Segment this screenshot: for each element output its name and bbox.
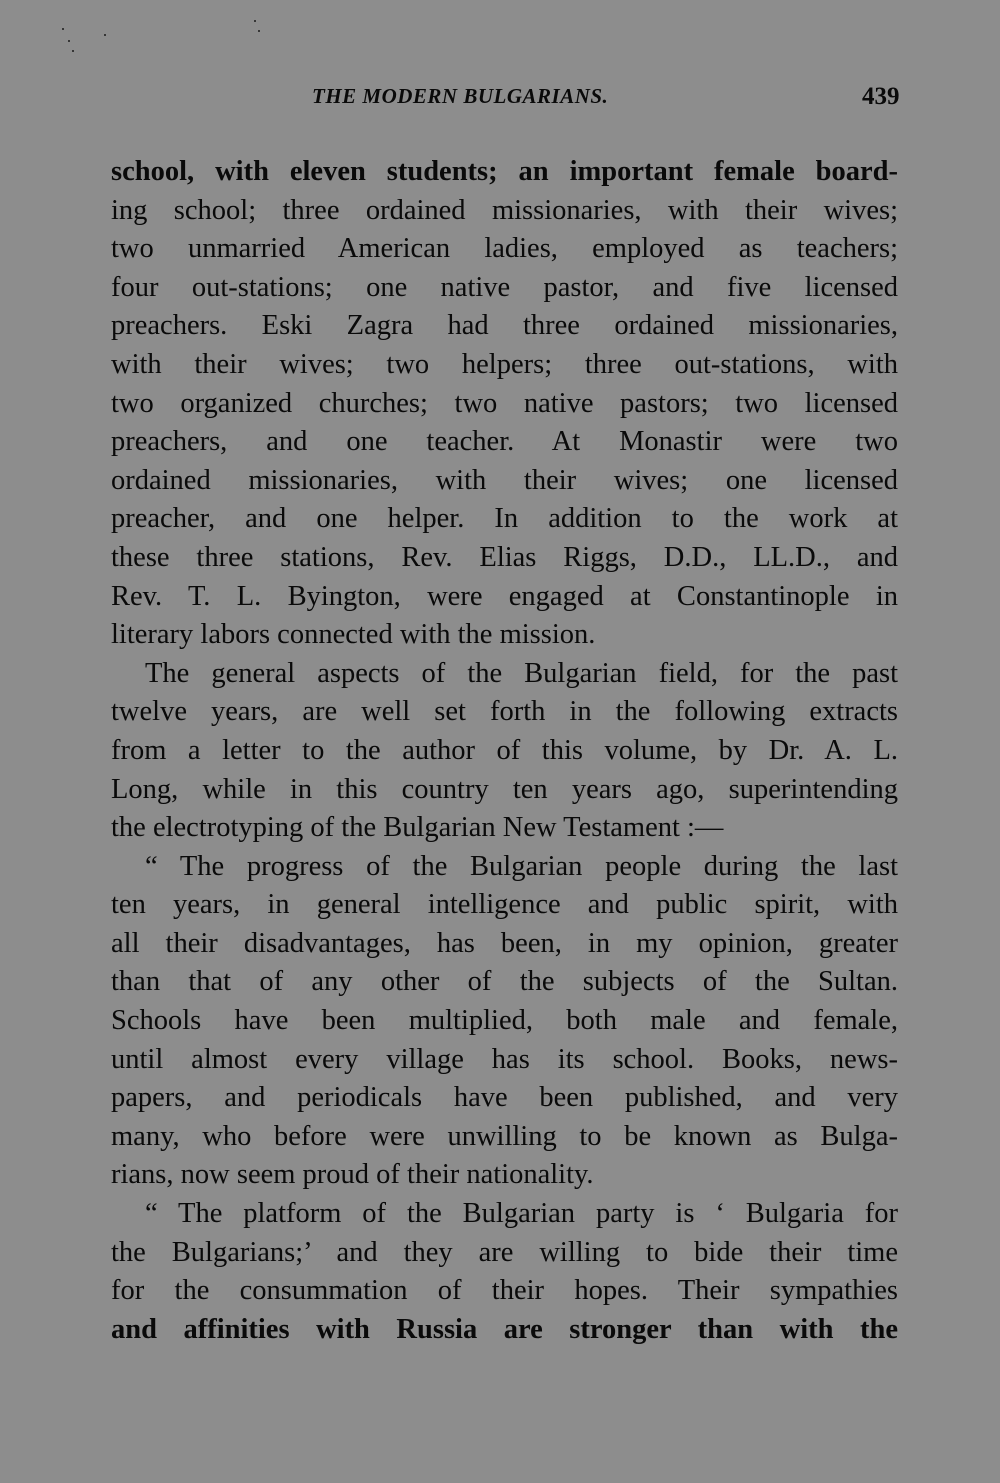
scan-specks xyxy=(58,18,268,58)
text-line: from a letter to the author of this volume, by Dr. A. L. xyxy=(111,734,898,766)
text-line: all their disadvantages, has been, in my opinion, greater xyxy=(111,927,898,959)
text-line: ing school; three ordained missionaries, with their wives; xyxy=(111,194,898,226)
paragraph-first-line: “ The platform of the Bulgarian party is ‘ Bulgaria for xyxy=(145,1198,898,1230)
paragraph-first-line: “ The progress of the Bulgarian people during the last xyxy=(145,850,898,882)
body-text xyxy=(111,153,898,1349)
text-line: papers, and periodicals have been published, and very xyxy=(111,1082,898,1114)
text-line: two unmarried American ladies, employed as teachers; xyxy=(111,233,898,265)
text-line: Schools have been multiplied, both male and female, xyxy=(111,1005,898,1037)
page-number: 439 xyxy=(862,83,900,110)
text-line: school, with eleven students; an important female board- xyxy=(111,156,898,187)
text-line: two organized churches; two native pastors; two licensed xyxy=(111,387,898,419)
text-line: ten years, in general intelligence and public spirit, with xyxy=(111,889,898,921)
text-line: preachers. Eski Zagra had three ordained missionaries, xyxy=(111,310,898,342)
text-line: the Bulgarians;’ and they are willing to bide their time xyxy=(111,1236,898,1268)
text-line: these three stations, Rev. Elias Riggs, D.D., LL.D., and xyxy=(111,541,898,573)
text-line: with their wives; two helpers; three out-stations, with xyxy=(111,348,898,380)
text-line: preacher, and one helper. In addition to the work at xyxy=(111,503,898,535)
text-line: until almost every village has its school. Books, news- xyxy=(111,1043,898,1075)
text-line: for the consummation of their hopes. Their sympathies xyxy=(111,1275,898,1307)
text-line: Rev. T. L. Byington, were engaged at Constantinople in xyxy=(111,580,898,612)
paragraph-first-line: The general aspects of the Bulgarian field, for the past xyxy=(145,657,898,689)
text-line: ordained missionaries, with their wives; one licensed xyxy=(111,464,898,496)
running-title: THE MODERN BULGARIANS. xyxy=(312,84,609,108)
text-line: four out-stations; one native pastor, and five licensed xyxy=(111,271,898,303)
text-line: and affinities with Russia are stronger than with the xyxy=(111,1313,898,1345)
text-line: literary labors connected with the mission. xyxy=(111,619,596,651)
text-line: than that of any other of the subjects of the Sultan. xyxy=(111,966,898,998)
running-header xyxy=(0,84,1000,120)
text-line: Long, while in this country ten years ago, superintending xyxy=(111,773,898,805)
text-line: preachers, and one teacher. At Monastir were two xyxy=(111,426,898,458)
text-line: many, who before were unwilling to be known as Bulga- xyxy=(111,1120,898,1152)
text-line: the electrotyping of the Bulgarian New Testament :— xyxy=(111,812,724,844)
text-line: twelve years, are well set forth in the following extracts xyxy=(111,696,898,728)
text-line: rians, now seem proud of their nationality. xyxy=(111,1159,594,1191)
